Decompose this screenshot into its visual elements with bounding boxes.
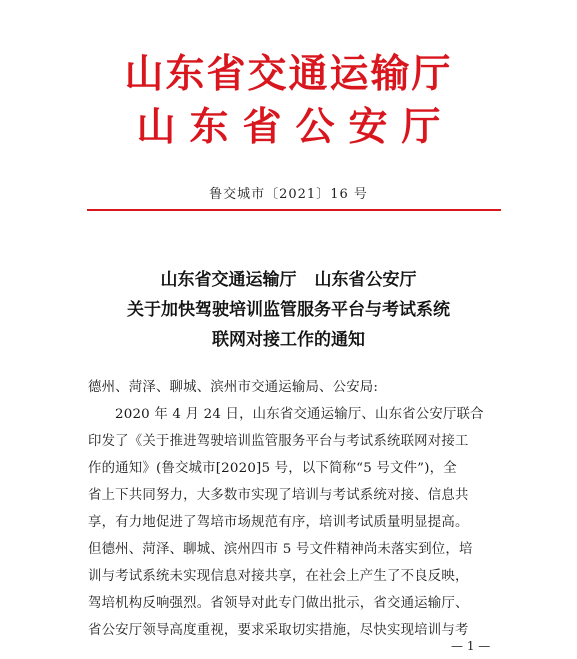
issuer-title-transport: 山东省交通运输厅 bbox=[124, 51, 453, 97]
body-text-line: 省上下共同努力，大多数市实现了培训与考试系统对接、信息共 bbox=[88, 488, 469, 503]
body-text-line: 2020 年 4 月 24 日，山东省交通运输厅、山东省公安厅联合 bbox=[115, 407, 484, 422]
body-text-line: 驾培机构反响强烈。省领导对此专门做出批示，省交通运输厅、 bbox=[88, 596, 469, 611]
title-issuer-public-security: 山东省公安厅 bbox=[314, 270, 417, 290]
red-divider-line bbox=[87, 209, 501, 211]
notice-title-line-3: 联网对接工作的通知 bbox=[212, 330, 365, 350]
notice-title-line-1 bbox=[0, 272, 577, 289]
body-text-line: 享，有力地促进了驾培市场规范有序，培训考试质量明显提高。 bbox=[88, 515, 469, 530]
body-text-line: 但德州、菏泽、聊城、滨州四市 5 号文件精神尚未落实到位，培 bbox=[88, 542, 473, 557]
title-issuer-transport: 山东省交通运输厅 bbox=[160, 270, 297, 290]
body-text-line: 训与考试系统未实现信息对接共享，在社会上产生了不良反映， bbox=[88, 569, 469, 584]
notice-title-line-2: 关于加快驾驶培训监管服务平台与考试系统 bbox=[127, 300, 450, 320]
page-number: — 1 — bbox=[451, 639, 491, 653]
document-number: 鲁交城市〔2021〕16 号 bbox=[209, 187, 368, 202]
addressee-line: 德州、菏泽、聊城、滨州市交通运输局、公安局: bbox=[88, 380, 379, 395]
issuer-title-public-security: 山东省公安厅 bbox=[136, 104, 455, 150]
body-text-line: 省公安厅领导高度重视，要求采取切实措施，尽快实现培训与考 bbox=[88, 623, 469, 638]
body-text-line: 作的通知》(鲁交城市[2020]5 号，以下简称“5 号文件”)，全 bbox=[88, 461, 457, 476]
body-text-line: 印发了《关于推进驾驶培训监管服务平台与考试系统联网对接工 bbox=[88, 434, 469, 449]
